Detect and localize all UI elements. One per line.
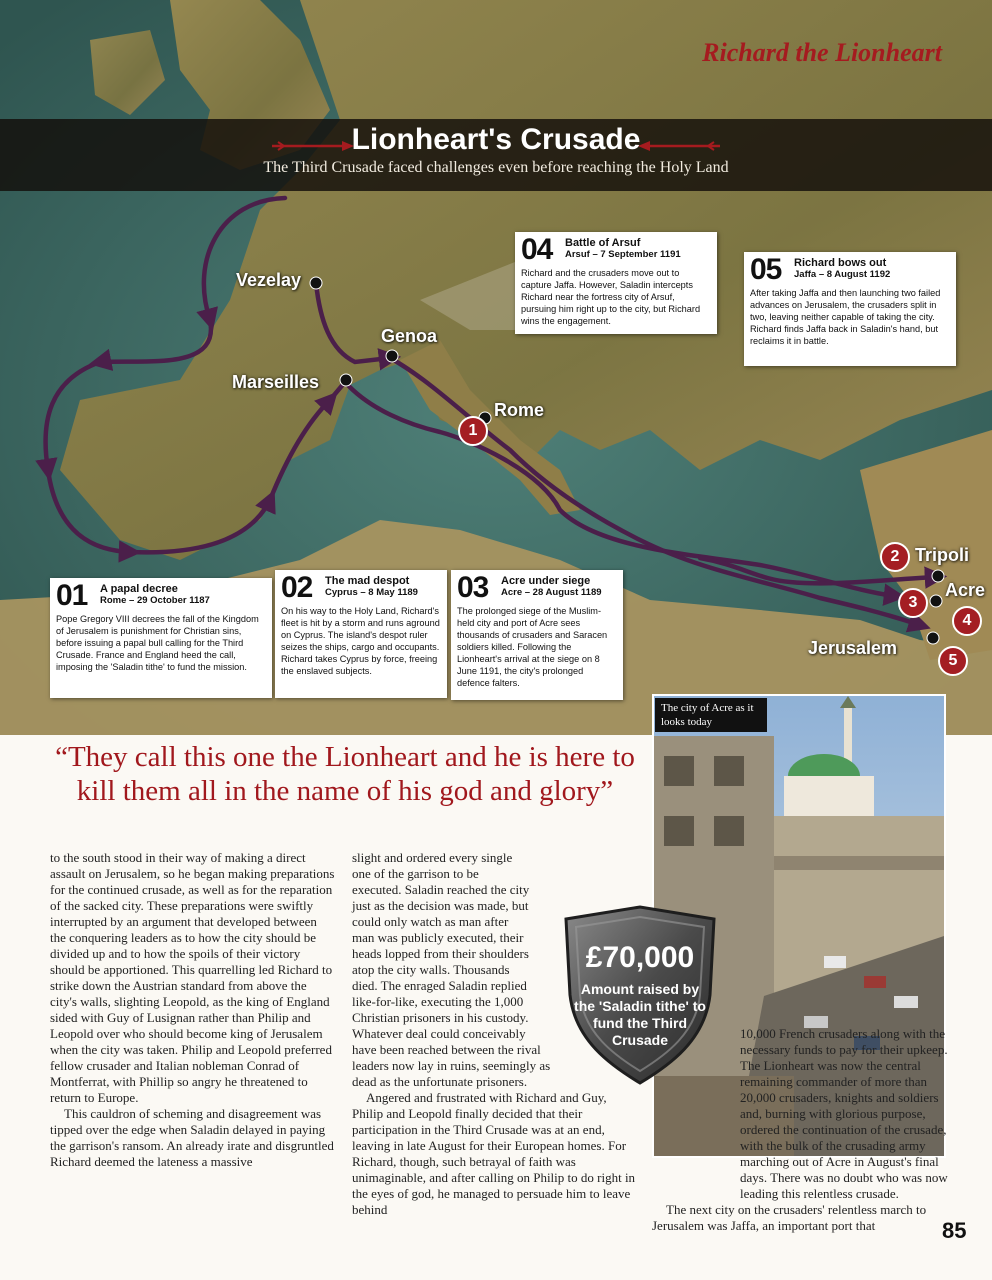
marker-3: 3 xyxy=(898,588,928,618)
event-box-02 xyxy=(275,570,447,698)
map-subtitle: The Third Crusade faced challenges even before reaching the Holy Land xyxy=(263,159,729,176)
event-date: Cyprus – 8 May 1189 xyxy=(325,587,418,598)
event-date: Jaffa – 8 August 1192 xyxy=(794,269,891,280)
city-label-rome: Rome xyxy=(494,400,545,420)
city-label-jerusalem: Jerusalem xyxy=(808,638,898,658)
marker-1: 1 xyxy=(458,416,488,446)
event-heading: Acre under siege xyxy=(501,575,591,587)
body-column-1 xyxy=(50,850,336,1170)
event-number: 02 xyxy=(281,571,313,604)
stat-label: Amount raised by the 'Saladin tithe' to fund the Third Crusade xyxy=(574,981,706,1048)
event-box-04 xyxy=(515,232,717,334)
event-body: On his way to the Holy Land, Richard's fleet is hit by a storm and runs aground on Cyprus. The island's despot ruler seizes the ships, cargo and occupants. Richard takes Cyprus by force, freeing the enslaved subjects. xyxy=(281,606,440,676)
map-title: Lionheart's Crusade xyxy=(351,123,641,156)
event-date: Acre – 28 August 1189 xyxy=(501,587,602,598)
event-number: 04 xyxy=(521,233,553,266)
running-head: Richard the Lionheart xyxy=(702,38,942,67)
event-body: After taking Jaffa and then launching two failed advances on Jerusalem, the crusaders split in two, leaving neither capable of taking the city. Richard finds Jaffa back in Saladin's hand, but reclaims it in battle. xyxy=(750,288,941,346)
event-box-01 xyxy=(50,578,272,698)
city-label-genoa: Genoa xyxy=(381,326,438,346)
pull-quote: “They call this one the Lionheart and he is here to kill them all in the name of his god and glory” xyxy=(55,741,635,807)
event-heading: A papal decree xyxy=(100,583,178,595)
city-label-acre: Acre xyxy=(945,580,986,600)
event-box-03 xyxy=(451,570,623,700)
event-body: The prolonged siege of the Muslim-held city and port of Acre sees thousands of crusaders and Saracen soldiers killed. Following the Lionheart's arrival at the siege on 8 June 1191, the city's prolonged defence falters. xyxy=(457,606,608,688)
paragraph: Angered and frustrated with Richard and Guy, Philip and Leopold finally decided that their participation in the Third Crusade was at an end, leaving in late August for their European homes. For Richard, though, such betrayal of faith was unimaginable, and after calling on Philip to do right in the eyes of god, he managed to persuade him to leave behind xyxy=(352,1090,636,1217)
event-heading: Battle of Arsuf xyxy=(565,237,641,249)
paragraph: The next city on the crusaders' relentless march to Jerusalem was Jaffa, an important port that xyxy=(652,1202,927,1233)
event-date: Rome – 29 October 1187 xyxy=(100,595,210,606)
event-body: Pope Gregory VIII decrees the fall of the Kingdom of Jerusalem is punishment for Christian sins, before issuing a papal bull calling for the Third Crusade. France and England heed the call, imposing the 'Saladin tithe' to fund the mission. xyxy=(56,614,259,672)
event-box-05 xyxy=(744,252,956,366)
marker-4: 4 xyxy=(952,606,982,636)
event-number: 03 xyxy=(457,571,489,604)
event-heading: The mad despot xyxy=(325,575,410,587)
event-body: Richard and the crusaders move out to capture Jaffa. However, Saladin intercepts Richard near the fortress city of Arsuf, pursuing him right up to the city, but Richard wins the engagement. xyxy=(521,268,701,326)
page-number: 85 xyxy=(942,1218,967,1243)
city-label-marseilles: Marseilles xyxy=(232,372,320,392)
paragraph: slight and ordered every single one of the garrison to be executed. Saladin reached the city just as the decision was made, but could only watch as man after man was publicly executed, their heads lopped from their shoulders atop the city walls. Thousands died. The enraged Saladin replied like-for-like, executing the 1,000 Christian prisoners in his custody. Whatever deal could conceivably have been reached between the rival leaders now lay in ruins, seemingly as dead as the unfortunate prisoners. xyxy=(352,850,551,1089)
paragraph: 10,000 French crusaders along with the necessary funds to pay for their upkeep. The Lionheart was now the central remaining commander of more than 20,000 crusaders, knights and soldiers and, burning with glorious purpose, ordered the continuation of the crusade, with the bulk of the crusading army marching out of Acre in August's final days. There was no doubt who was now leading this relentless crusade. xyxy=(740,1026,948,1201)
marker-5: 5 xyxy=(938,646,968,676)
title-band xyxy=(0,119,992,191)
stat-amount: £70,000 xyxy=(585,941,695,974)
paragraph: to the south stood in their way of making a direct assault on Jerusalem, so he began making preparations for the continued crusade, as well as for the reparation of the sacked city. These preparations were swiftly interrupted by an argument that developed between the conquering leaders as to how the city should be divided up and to how the spoils of their victory should be apportioned. This quarrelling led Richard to strike down the Austrian standard from above the city's walls, slighting Leopold, as the king of England sided with Guy of Lusignan rather than Philip and Leopold over who should become king of Jerusalem when the city was taken. Philip and Leopold preferred fellow crusader and Italian nobleman Conrad of Montferrat, with Phillip so angry he threatened to return to Europe. xyxy=(50,850,335,1105)
stat-shield xyxy=(560,905,720,1085)
marker-2: 2 xyxy=(880,542,910,572)
paragraph: This cauldron of scheming and disagreement was tipped over the edge when Saladin delayed in paying the garrison's ransom. An already irate and disgruntled Richard deemed the lateness a massive xyxy=(50,1106,334,1169)
event-number: 01 xyxy=(56,579,88,612)
city-label-vezelay: Vezelay xyxy=(236,270,302,290)
city-label-tripoli: Tripoli xyxy=(915,545,969,565)
event-number: 05 xyxy=(750,253,782,286)
event-date: Arsuf – 7 September 1191 xyxy=(565,249,681,260)
photo-caption: The city of Acre as it looks today xyxy=(655,698,767,732)
event-heading: Richard bows out xyxy=(794,257,887,269)
